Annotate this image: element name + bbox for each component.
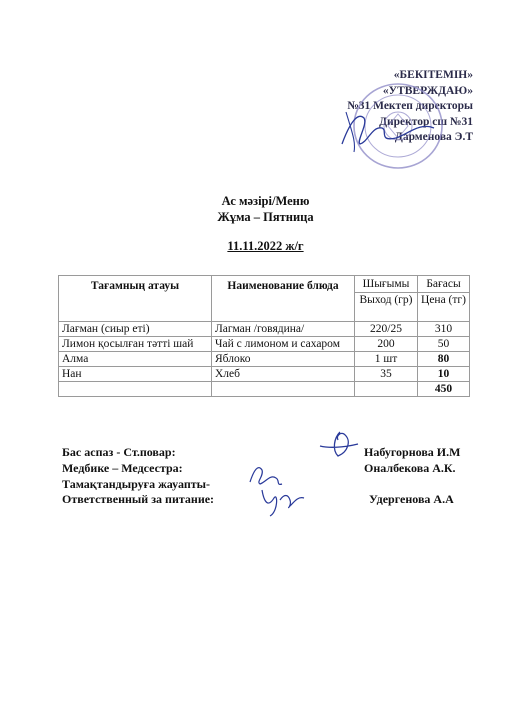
signature-row (62, 445, 482, 459)
dish-name-kz: Лағман (сиыр еті) (59, 322, 212, 337)
dish-name-kz: Нан (59, 367, 212, 382)
dish-name-ru: Лагман /говядина/ (212, 322, 355, 337)
dish-name-kz: Алма (59, 352, 212, 367)
dish-name-ru: Чай с лимоном и сахаром (212, 337, 355, 352)
dish-yield: 200 (355, 337, 418, 352)
dish-price: 10 (418, 367, 470, 382)
approval-line-5: Дарменова Э.Т (394, 131, 473, 143)
school-stamp (338, 82, 446, 170)
dish-name-kz: Лимон қосылған тәтті шай (59, 337, 212, 352)
signature-name: Оналбекова А.К. (364, 461, 456, 475)
dish-price: 80 (418, 352, 470, 367)
dish-name-ru: Яблоко (212, 352, 355, 367)
menu-table (58, 275, 470, 397)
approval-line-1: «БЕКІТЕМІН» (393, 69, 473, 81)
dish-price: 50 (418, 337, 470, 352)
header-name-kz: Тағамның атауы (59, 276, 212, 322)
table-row (59, 337, 470, 352)
total-price: 450 (418, 382, 470, 397)
header-yield-kz: Шығымы (355, 276, 418, 293)
approval-line-4: Директор сш №31 (379, 115, 473, 128)
dish-yield: 1 шт (355, 352, 418, 367)
table-row (59, 322, 470, 337)
signature-name: Удергенова А.А (369, 492, 454, 506)
dish-name-ru: Хлеб (212, 367, 355, 382)
header-price-ru: Цена (тг) (418, 293, 470, 322)
dish-price: 310 (418, 322, 470, 337)
signature-role: Бас аспаз - Ст.повар: (62, 445, 176, 459)
signature-name: Набугорнова И.М (364, 445, 461, 459)
table-total-row (59, 382, 470, 397)
dish-yield: 220/25 (355, 322, 418, 337)
header-price-kz: Бағасы (418, 276, 470, 293)
signature-role: Ответственный за питание: (62, 492, 215, 506)
table-row (59, 367, 470, 382)
header-yield-ru: Выход (гр) (355, 293, 418, 322)
approval-line-2: «УТВЕРЖДАЮ» (382, 84, 473, 97)
table-header-row (59, 276, 470, 293)
chef-signature (318, 428, 374, 460)
signature-role: Тамақтандыруға жауапты- (62, 477, 211, 491)
dish-yield: 35 (355, 367, 418, 382)
menu-day: Жұма – Пятница (217, 210, 314, 224)
menu-title: Ас мәзірі/Меню (221, 194, 310, 208)
table-row (59, 352, 470, 367)
header-name-ru: Наименование блюда (212, 276, 355, 322)
responsible-signature (256, 484, 308, 520)
signature-role: Медбике – Медсестра: (62, 461, 183, 475)
menu-date: 11.11.2022 ж/г (227, 239, 304, 253)
approval-line-3: №31 Мектеп директоры (347, 100, 473, 112)
